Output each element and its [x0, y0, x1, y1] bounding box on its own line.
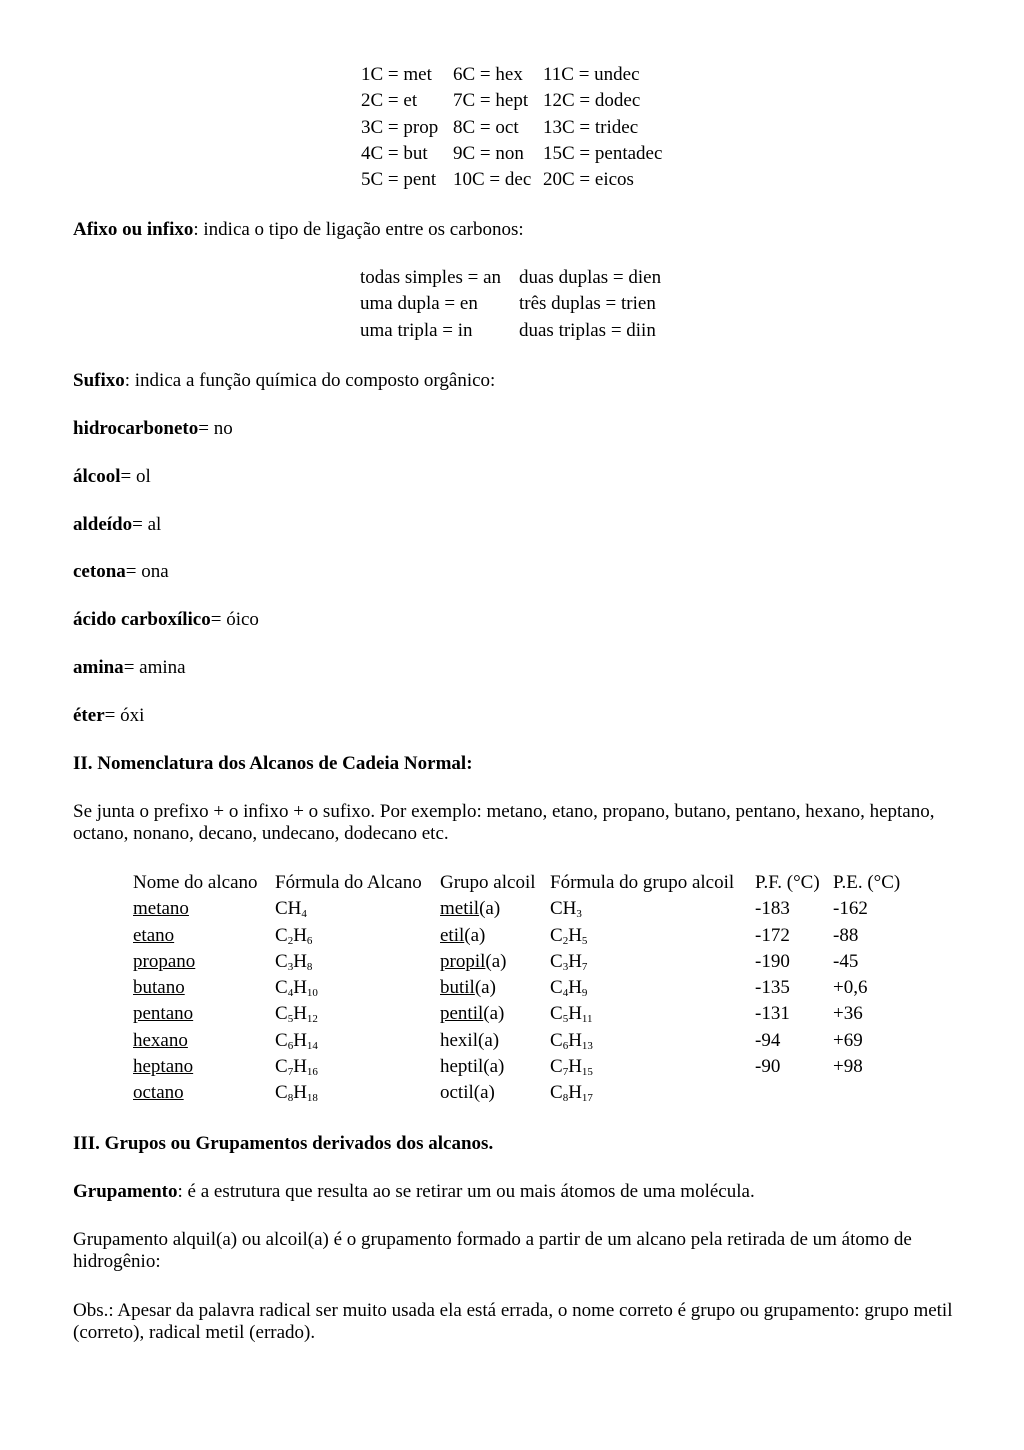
column-header: P.F. (°C)	[755, 872, 820, 893]
group-name: hexil	[440, 1029, 478, 1051]
formula-element: H	[568, 1056, 582, 1078]
prefix-cell: 13C = tridec	[543, 116, 639, 138]
group-name-cell	[440, 951, 550, 977]
infix-row	[360, 293, 689, 319]
formula-subscript: 13	[581, 1039, 593, 1052]
prefix-cell: 11C = undec	[543, 64, 640, 85]
alkane-name: octano	[133, 1082, 184, 1104]
prefix-cell: 6C = hex	[453, 64, 523, 85]
formula-subscript: 8	[306, 960, 313, 973]
formula-element: H	[293, 1003, 307, 1025]
formula-element: H	[293, 950, 307, 972]
grupamento-term: Grupamento	[73, 1181, 178, 1202]
table-row	[133, 977, 913, 1003]
formula-element: C	[550, 1056, 563, 1078]
group-suffix: (a)	[474, 977, 496, 999]
formula-element: CH	[275, 898, 302, 920]
formula-subscript: 18	[306, 1092, 318, 1105]
infix-row	[360, 320, 689, 346]
formula-subscript: 6	[306, 934, 313, 947]
formula-subscript: 5	[581, 934, 588, 947]
prefix-row	[361, 90, 683, 116]
formula-subscript: 15	[581, 1066, 593, 1079]
formula-element: C	[550, 1029, 563, 1051]
boiling-point-cell: +0,6	[833, 977, 868, 999]
formula-subscript: 4	[301, 908, 307, 921]
melting-point-cell: -94	[755, 1029, 781, 1051]
function-hidrocarboneto	[73, 418, 233, 440]
formula-cell	[550, 977, 755, 1003]
formula-subscript: 3	[287, 960, 294, 973]
prefix-cell: 3C = prop	[361, 116, 439, 138]
formula-cell	[550, 1003, 755, 1029]
formula-cell	[275, 1056, 440, 1082]
function-term: aldeído	[73, 514, 133, 535]
melting-point-cell: -90	[755, 1056, 781, 1078]
formula-cell	[275, 1082, 440, 1108]
section-3-paragraph-2: Obs.: Apesar da palavra radical ser muito usada ela está errada, o nome correto é grupo ou grupamento: grupo metil (correto), radical metil (errado).	[73, 1300, 953, 1343]
formula-subscript: 9	[581, 987, 588, 1000]
function-term: álcool	[73, 466, 121, 487]
column-header: P.E. (°C)	[833, 872, 901, 893]
alkane-name-cell	[133, 977, 275, 1003]
formula-cell	[550, 925, 755, 951]
table-row	[133, 1056, 913, 1082]
formula-cell	[550, 951, 755, 977]
formula-element: C	[550, 1082, 563, 1104]
formula-subscript: 11	[581, 1013, 593, 1026]
prefix-table	[361, 64, 683, 195]
column-header: Nome do alcano	[133, 872, 258, 893]
formula-element: CH	[550, 898, 577, 920]
prefix-cell: 8C = oct	[453, 116, 519, 138]
formula-cell	[275, 977, 440, 1003]
function-value: = ol	[120, 466, 151, 487]
group-suffix: (a)	[479, 898, 501, 920]
sufixo-line	[73, 370, 495, 392]
section-2-paragraph: Se junta o prefixo + o infixo + o sufixo. Por exemplo: metano, etano, propano, butano, pentano, hexano, heptano, octano, nonano, decano, undecano, dodecano etc.	[73, 801, 935, 844]
formula-cell	[275, 1003, 440, 1029]
alkane-table	[133, 872, 913, 1109]
formula-cell	[275, 925, 440, 951]
alkane-name-cell	[133, 898, 275, 924]
boiling-point-cell	[833, 1082, 913, 1108]
table-row	[133, 898, 913, 924]
group-suffix: (a)	[483, 1056, 505, 1078]
formula-element: H	[293, 1082, 307, 1104]
table-row	[133, 1003, 913, 1029]
function-value: = ona	[125, 561, 169, 582]
group-name-cell	[440, 1030, 550, 1056]
formula-subscript: 6	[287, 1039, 294, 1052]
function-amina	[73, 657, 186, 679]
function-aldeido	[73, 514, 161, 536]
prefix-row	[361, 169, 683, 195]
prefix-cell: 12C = dodec	[543, 90, 641, 112]
function-term: amina	[73, 657, 124, 678]
melting-point-cell: -131	[755, 1003, 790, 1025]
formula-cell	[550, 1082, 755, 1108]
group-name-cell	[440, 1082, 550, 1108]
formula-subscript: 8	[562, 1092, 569, 1105]
formula-cell	[550, 1056, 755, 1082]
group-suffix: (a)	[478, 1029, 500, 1051]
group-suffix: (a)	[473, 1082, 495, 1104]
formula-element: H	[568, 950, 582, 972]
column-header: Fórmula do Alcano	[275, 872, 422, 893]
infix-cell: todas simples = an	[360, 267, 502, 288]
group-name: octil	[440, 1082, 474, 1104]
formula-cell	[275, 951, 440, 977]
prefix-cell: 4C = but	[361, 142, 428, 164]
function-alcool	[73, 466, 151, 488]
formula-element: C	[275, 1056, 288, 1078]
formula-element: H	[293, 977, 307, 999]
formula-element: C	[275, 977, 288, 999]
prefix-cell: 5C = pent	[361, 169, 437, 191]
prefix-row	[361, 64, 683, 90]
prefix-cell: 10C = dec	[453, 169, 532, 191]
boiling-point-cell: -88	[833, 924, 859, 946]
formula-element: C	[550, 977, 563, 999]
boiling-point-cell: +36	[833, 1003, 863, 1025]
formula-subscript: 6	[562, 1039, 569, 1052]
alkane-name: pentano	[133, 1003, 194, 1025]
alkane-name-cell	[133, 1082, 275, 1108]
formula-subscript: 5	[562, 1013, 569, 1026]
function-term: ácido carboxílico	[73, 609, 211, 630]
alkane-name: hexano	[133, 1029, 188, 1051]
group-name: propil	[440, 950, 486, 972]
sufixo-text: : indica a função química do composto orgânico:	[124, 370, 496, 391]
formula-subscript: 3	[562, 960, 569, 973]
formula-subscript: 4	[287, 987, 294, 1000]
prefix-row	[361, 143, 683, 169]
prefix-cell: 15C = pentadec	[543, 142, 663, 164]
formula-element: H	[293, 924, 307, 946]
prefix-cell: 9C = non	[453, 142, 524, 164]
alkane-name: etano	[133, 924, 175, 946]
group-suffix: (a)	[464, 924, 486, 946]
formula-subscript: 10	[306, 987, 318, 1000]
grupamento-text: : é a estrutura que resulta ao se retirar um ou mais átomos de uma molécula.	[177, 1181, 755, 1202]
afixo-line	[73, 219, 524, 241]
formula-element: H	[568, 924, 582, 946]
prefix-cell: 2C = et	[361, 90, 418, 112]
formula-subscript: 7	[287, 1066, 294, 1079]
formula-subscript: 3	[576, 908, 582, 921]
formula-subscript: 4	[562, 987, 569, 1000]
function-term: éter	[73, 705, 105, 726]
function-term: hidrocarboneto	[73, 418, 199, 439]
group-name-cell	[440, 1003, 550, 1029]
group-name: butil	[440, 977, 475, 999]
prefix-cell: 20C = eicos	[543, 169, 634, 191]
formula-subscript: 2	[562, 934, 569, 947]
group-name-cell	[440, 977, 550, 1003]
column-header: Fórmula do grupo alcoil	[550, 872, 735, 893]
function-term: cetona	[73, 561, 126, 582]
formula-element: C	[275, 950, 288, 972]
table-row	[133, 951, 913, 977]
section-3-heading: III. Grupos ou Grupamentos derivados dos alcanos.	[73, 1133, 494, 1154]
alkane-name-cell	[133, 1030, 275, 1056]
group-name-cell	[440, 898, 550, 924]
formula-subscript: 2	[287, 934, 294, 947]
formula-element: H	[568, 1003, 582, 1025]
alkane-name-cell	[133, 951, 275, 977]
melting-point-cell: -183	[755, 898, 790, 920]
section-3-paragraph-1: Grupamento alquil(a) ou alcoil(a) é o grupamento formado a partir de um alcano pela retirada de um átomo de hidrogênio:	[73, 1229, 912, 1272]
function-cetona	[73, 561, 169, 583]
alkane-name-cell	[133, 925, 275, 951]
infix-row	[360, 267, 689, 293]
melting-point-cell: -190	[755, 950, 790, 972]
melting-point-cell: -135	[755, 977, 790, 999]
infix-cell: duas triplas = diin	[519, 319, 656, 341]
melting-point-cell: -172	[755, 924, 790, 946]
formula-element: H	[568, 1029, 582, 1051]
formula-cell	[550, 898, 755, 924]
formula-cell	[275, 1030, 440, 1056]
function-value: = amina	[123, 657, 186, 678]
function-value: = al	[132, 514, 162, 535]
group-suffix: (a)	[485, 950, 507, 972]
infix-table	[360, 267, 689, 346]
boiling-point-cell: +98	[833, 1056, 863, 1078]
formula-element: C	[275, 924, 288, 946]
column-header: Grupo alcoil	[440, 872, 536, 893]
group-name-cell	[440, 925, 550, 951]
melting-point-cell	[755, 1082, 833, 1108]
boiling-point-cell: -162	[833, 898, 868, 920]
group-name-cell	[440, 1056, 550, 1082]
infix-cell: duas duplas = dien	[519, 267, 662, 288]
formula-element: H	[293, 1056, 307, 1078]
formula-subscript: 17	[581, 1092, 593, 1105]
group-name: metil	[440, 898, 480, 920]
formula-element: C	[550, 924, 563, 946]
grupamento-definition	[73, 1181, 755, 1203]
alkane-name-cell	[133, 1056, 275, 1082]
function-eter	[73, 705, 144, 727]
boiling-point-cell: -45	[833, 950, 859, 972]
table-row	[133, 1082, 913, 1108]
boiling-point-cell: +69	[833, 1029, 863, 1051]
formula-subscript: 12	[306, 1013, 318, 1026]
function-value: = óxi	[104, 705, 145, 726]
table-row	[133, 925, 913, 951]
infix-cell: uma dupla = en	[360, 293, 478, 315]
formula-cell	[550, 1030, 755, 1056]
formula-cell	[275, 898, 440, 924]
alkane-name: metano	[133, 898, 189, 920]
alkane-name-cell	[133, 1003, 275, 1029]
alkane-name: butano	[133, 977, 185, 999]
afixo-term: Afixo ou infixo	[73, 219, 194, 240]
section-2-heading: II. Nomenclatura dos Alcanos de Cadeia Normal:	[73, 753, 473, 774]
formula-subscript: 14	[306, 1039, 318, 1052]
infix-cell: três duplas = trien	[519, 293, 656, 315]
afixo-text: : indica o tipo de ligação entre os carbonos:	[193, 219, 524, 240]
prefix-cell: 1C = met	[361, 64, 432, 85]
function-value: = no	[198, 418, 233, 439]
group-name: etil	[440, 924, 465, 946]
formula-element: C	[275, 1003, 288, 1025]
group-name: heptil	[440, 1056, 484, 1078]
prefix-row	[361, 117, 683, 143]
function-acido-carboxilico	[73, 609, 259, 631]
formula-subscript: 8	[287, 1092, 294, 1105]
function-value: = óico	[210, 609, 259, 630]
infix-cell: uma tripla = in	[360, 319, 473, 341]
formula-element: C	[275, 1029, 288, 1051]
alkane-name: propano	[133, 950, 196, 972]
group-suffix: (a)	[483, 1003, 505, 1025]
formula-element: C	[275, 1082, 288, 1104]
formula-element: H	[293, 1029, 307, 1051]
formula-subscript: 16	[306, 1066, 318, 1079]
alkane-name: heptano	[133, 1056, 194, 1078]
formula-element: C	[550, 950, 563, 972]
formula-element: H	[568, 1082, 582, 1104]
formula-element: C	[550, 1003, 563, 1025]
formula-subscript: 5	[287, 1013, 294, 1026]
group-name: pentil	[440, 1003, 484, 1025]
sufixo-term: Sufixo	[73, 370, 125, 391]
alkane-table-header	[133, 872, 913, 898]
formula-element: H	[568, 977, 582, 999]
table-row	[133, 1030, 913, 1056]
formula-subscript: 7	[581, 960, 588, 973]
formula-subscript: 7	[562, 1066, 569, 1079]
prefix-cell: 7C = hept	[453, 90, 529, 112]
